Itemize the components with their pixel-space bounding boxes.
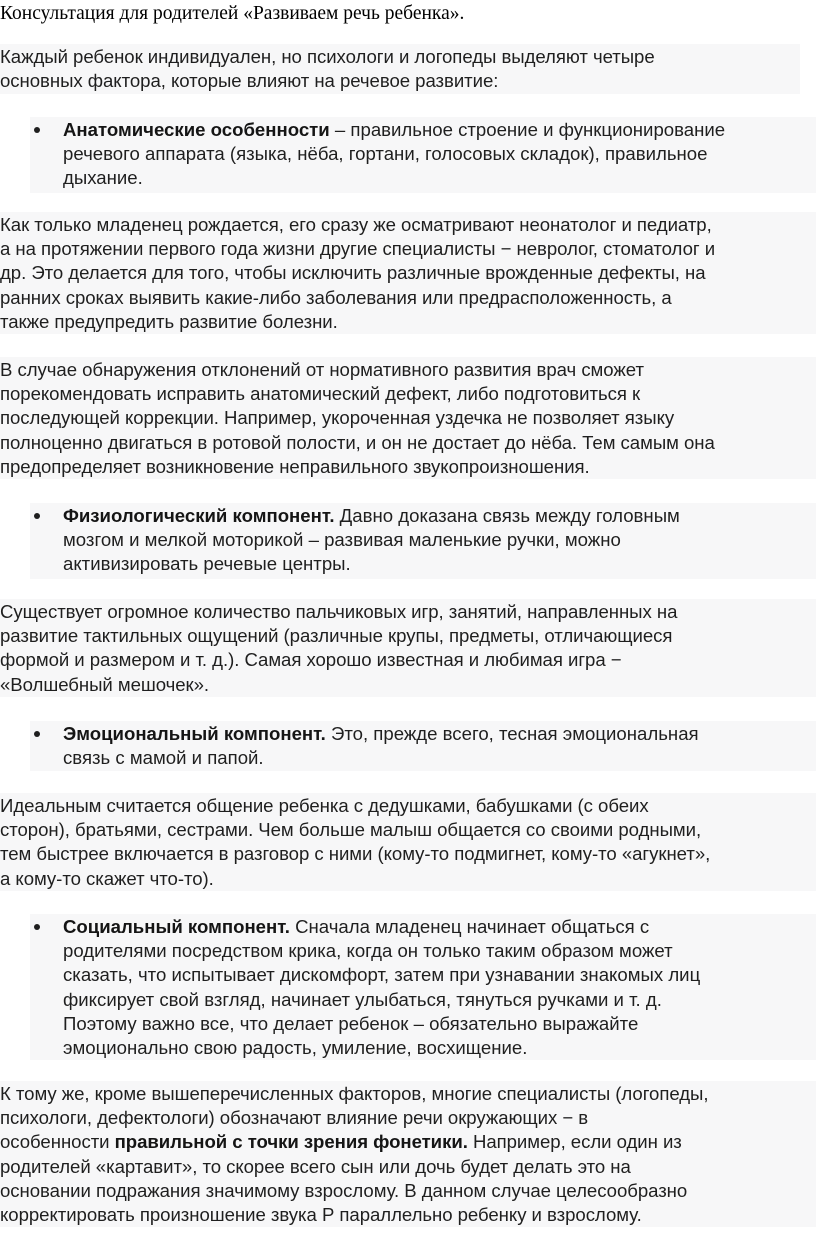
bullet-item-emotional (0, 722, 816, 772)
text-line: полноценно двигаться в ротовой полости, и он не достает до нёба. Тем самым она (0, 431, 715, 453)
text-line: Как только младенец рождается, его сразу же осматривают неонатолог и педиатр, (0, 214, 712, 235)
bullet-icon (34, 731, 40, 737)
bullet-heading: Эмоциональный компонент. (63, 723, 326, 744)
bullet-item-anatomical (0, 118, 816, 194)
text-run: Например, если один из (467, 1131, 682, 1153)
bullet-icon (34, 127, 40, 133)
text-line: корректировать произношение звука Р параллельно ребенку и взрослому. (0, 1203, 642, 1225)
text-line: эмоционально свою радость, умиление, восхищение. (63, 1036, 528, 1058)
text-line: психологи, дефектологи) обозначают влияние речи окружающих − в (0, 1107, 589, 1129)
document-title: Консультация для родителей «Развиваем речь ребенка». (0, 3, 465, 24)
text-line: также предупредить развитие болезни. (0, 310, 338, 332)
text-line: родителей «картавит», то скорее всего сын или дочь будет делать это на (0, 1155, 631, 1177)
text-line: Каждый ребенок индивидуален, но психологи и логопеды выделяют четыре (0, 46, 655, 67)
text-line: а кому-то скажет что-то). (0, 867, 214, 889)
text-line: предопределяет возникновение неправильного звукопроизношения. (0, 455, 590, 477)
bullet-heading: Физиологический компонент. (63, 505, 335, 526)
paragraph-communication (0, 794, 710, 891)
text-line: формой и размером и т. д.). Самая хорошо известная и любимая игра − (0, 649, 622, 671)
bullet-text (63, 722, 699, 770)
text-run: особенности (0, 1131, 115, 1153)
text-line: развитие тактильных ощущений (различные крупы, предметы, отличающиеся (0, 625, 673, 647)
bullet-text (63, 504, 680, 577)
text-line: порекомендовать исправить анатомический дефект, либо подготовиться к (0, 383, 641, 405)
text-line: родителями посредством крика, когда он только таким образом может (63, 940, 673, 962)
text-line (0, 1130, 708, 1154)
bullet-icon (34, 924, 40, 930)
text-line: сторон), братьями, сестрами. Чем больше малыш общается со своими родными, (0, 819, 702, 841)
text-line: Идеальным считается общение ребенка с дедушками, бабушками (с обеих (0, 795, 649, 816)
paragraph-phonetics (0, 1082, 708, 1227)
text-line: сказать, что испытывает дискомфорт, затем при узнавании знакомых лиц (63, 964, 701, 986)
text-line: речевого аппарата (языка, нёба, гортани, голосовых складок), правильное (63, 143, 708, 165)
bullet-icon (34, 513, 40, 519)
bullet-body: Давно доказана связь между головным (334, 505, 680, 526)
text-line: фиксирует свой взгляд, начинает улыбаться, тянуться ручками и т. д. (63, 988, 662, 1010)
text-line: Существует огромное количество пальчиковых игр, занятий, направленных на (0, 601, 678, 622)
text-line: последующей коррекции. Например, укороченная уздечка не позволяет языку (0, 407, 675, 429)
text-line: В случае обнаружения отклонений от нормативного развития врач сможет (0, 359, 644, 380)
text-line: дыхание. (63, 167, 143, 189)
bullet-item-physiological (0, 504, 816, 580)
text-line: Поэтому важно все, что делает ребенок – обязательно выражайте (63, 1012, 639, 1034)
bullet-heading: Социальный компонент. (63, 916, 290, 937)
bullet-text (63, 915, 700, 1060)
paragraph-newborn (0, 213, 715, 334)
bullet-body: Это, прежде всего, тесная эмоциональная (325, 723, 699, 744)
text-line: мозгом и мелкой моторикой – развивая маленькие ручки, можно (63, 529, 621, 551)
bullet-text (63, 118, 725, 191)
paragraph-deviations (0, 358, 715, 479)
bold-phrase: правильной с точки зрения фонетики. (114, 1131, 468, 1153)
text-line: активизировать речевые центры. (63, 553, 351, 575)
paragraph-finger-games (0, 600, 677, 697)
text-line: др. Это делается для того, чтобы исключить различные врожденные дефекты, на (0, 262, 706, 284)
bullet-body: – правильное строение и функционирование (329, 119, 726, 140)
text-line: тем быстрее включается в разговор с ними (кому-то подмигнет, кому-то «агукнет», (0, 843, 711, 865)
text-line: связь с мамой и папой. (63, 747, 264, 769)
text-line: ранних сроках выявить какие-либо заболевания или предрасположенность, а (0, 286, 672, 308)
text-line: К тому же, кроме вышеперечисленных факторов, многие специалисты (логопеды, (0, 1083, 709, 1104)
text-line: а на протяжении первого года жизни другие специалисты − невролог, стоматолог и (0, 238, 716, 260)
text-line: основных фактора, которые влияют на речевое развитие: (0, 70, 499, 92)
text-line: «Волшебный мешочек». (0, 673, 210, 695)
bullet-heading: Анатомические особенности (63, 119, 330, 140)
text-line: основании подражания значимому взрослому. В данном случае целесообразно (0, 1179, 688, 1201)
intro-paragraph (0, 45, 655, 93)
bullet-body: Сначала младенец начинает общаться с (289, 916, 650, 937)
bullet-item-social (0, 915, 816, 1061)
